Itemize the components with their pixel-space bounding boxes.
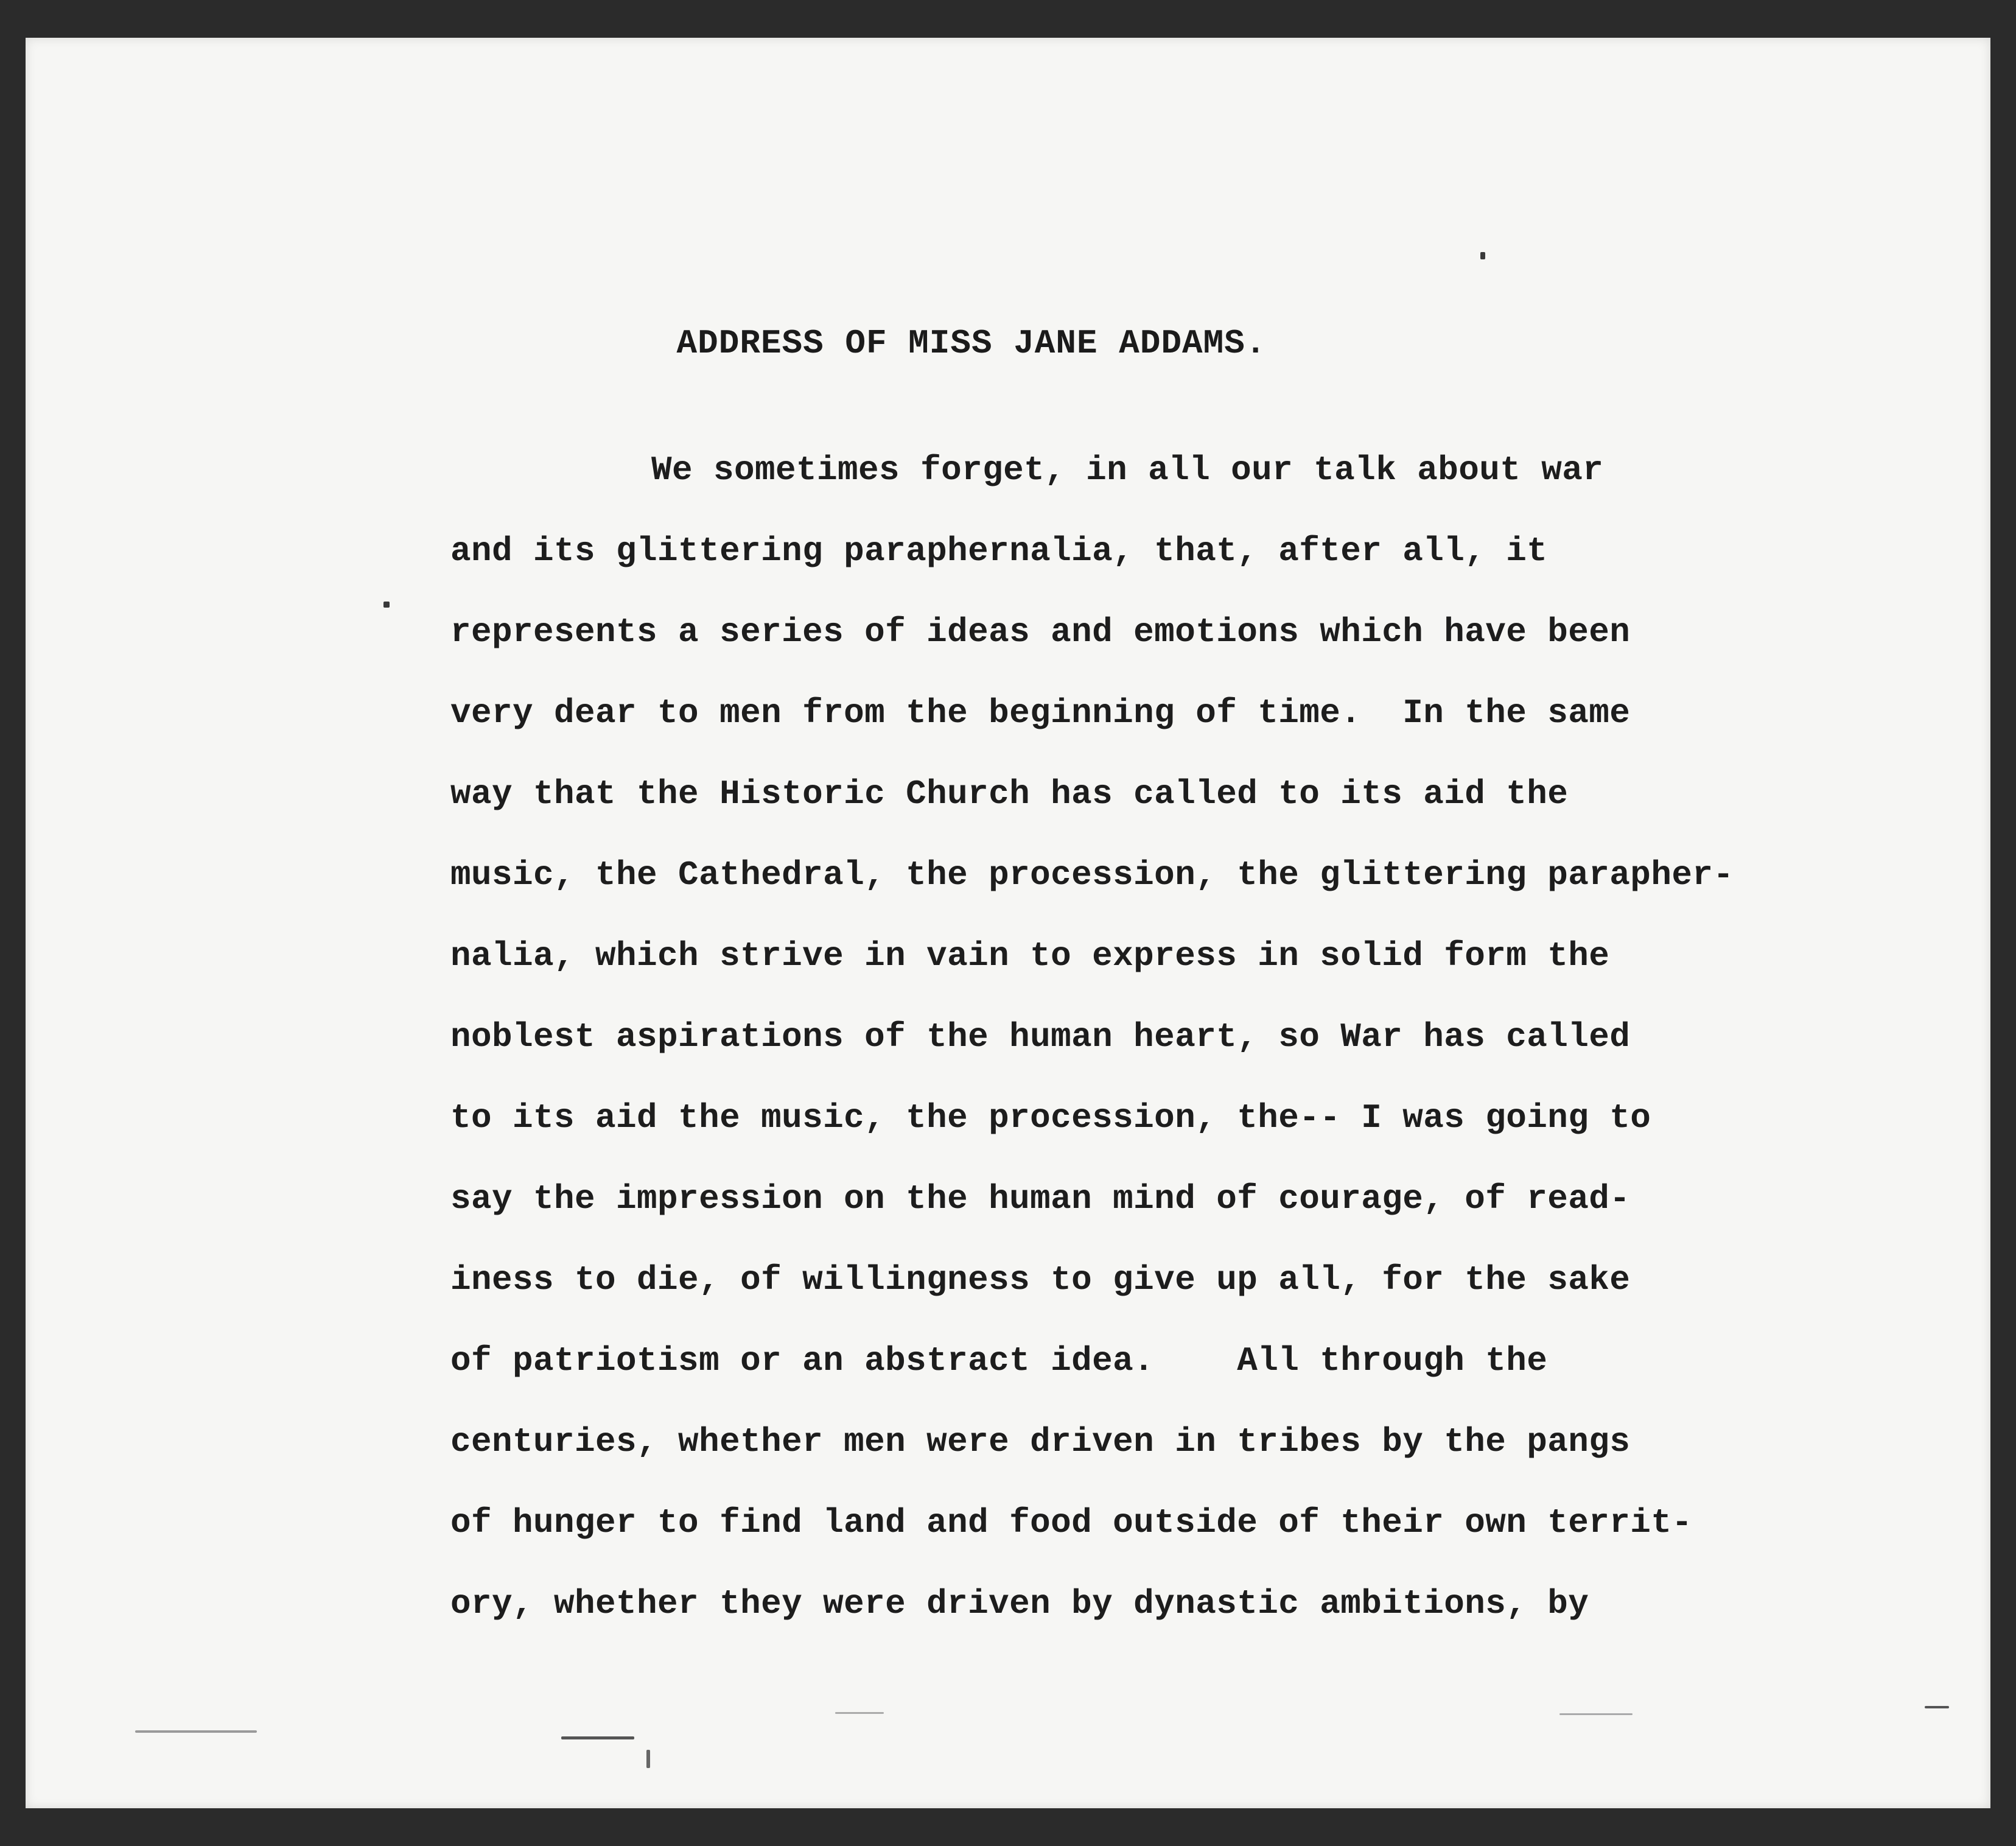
scan-streak: [835, 1712, 884, 1714]
text-line: to its aid the music, the procession, the-- I was going to: [450, 1098, 1651, 1137]
text-line: say the impression on the human mind of courage, of read-: [450, 1179, 1631, 1218]
scan-streak: [561, 1736, 634, 1739]
typescript-page: [26, 38, 1990, 1808]
scan-streak: [1559, 1713, 1633, 1715]
text-line: iness to die, of willingness to give up all, for the sake: [450, 1260, 1631, 1299]
document-title: ADDRESS OF MISS JANE ADDAMS.: [676, 324, 1267, 363]
text-line: represents a series of ideas and emotions which have been: [450, 612, 1631, 651]
document-body: [26, 38, 1990, 1808]
scan-speck: [1480, 252, 1485, 259]
text-line: music, the Cathedral, the procession, the glittering parapher-: [450, 855, 1734, 894]
text-line: and its glittering paraphernalia, that, after all, it: [450, 532, 1548, 570]
text-line: We sometimes forget, in all our talk about war: [651, 451, 1604, 490]
text-line: way that the Historic Church has called to its aid the: [450, 774, 1569, 813]
text-line: ory, whether they were driven by dynastic ambitions, by: [450, 1584, 1589, 1623]
text-line: of patriotism or an abstract idea. All through the: [450, 1341, 1548, 1380]
text-line: of hunger to find land and food outside of their own territ-: [450, 1503, 1693, 1542]
scan-streak: [1925, 1706, 1949, 1708]
scan-streak: [135, 1730, 257, 1733]
text-line: centuries, whether men were driven in tribes by the pangs: [450, 1422, 1631, 1461]
text-line: very dear to men from the beginning of time. In the same: [450, 693, 1631, 732]
text-line: nalia, which strive in vain to express in solid form the: [450, 936, 1610, 975]
scan-speck: [383, 602, 390, 608]
scan-speck: [646, 1750, 650, 1768]
text-line: noblest aspirations of the human heart, so War has called: [450, 1017, 1631, 1056]
